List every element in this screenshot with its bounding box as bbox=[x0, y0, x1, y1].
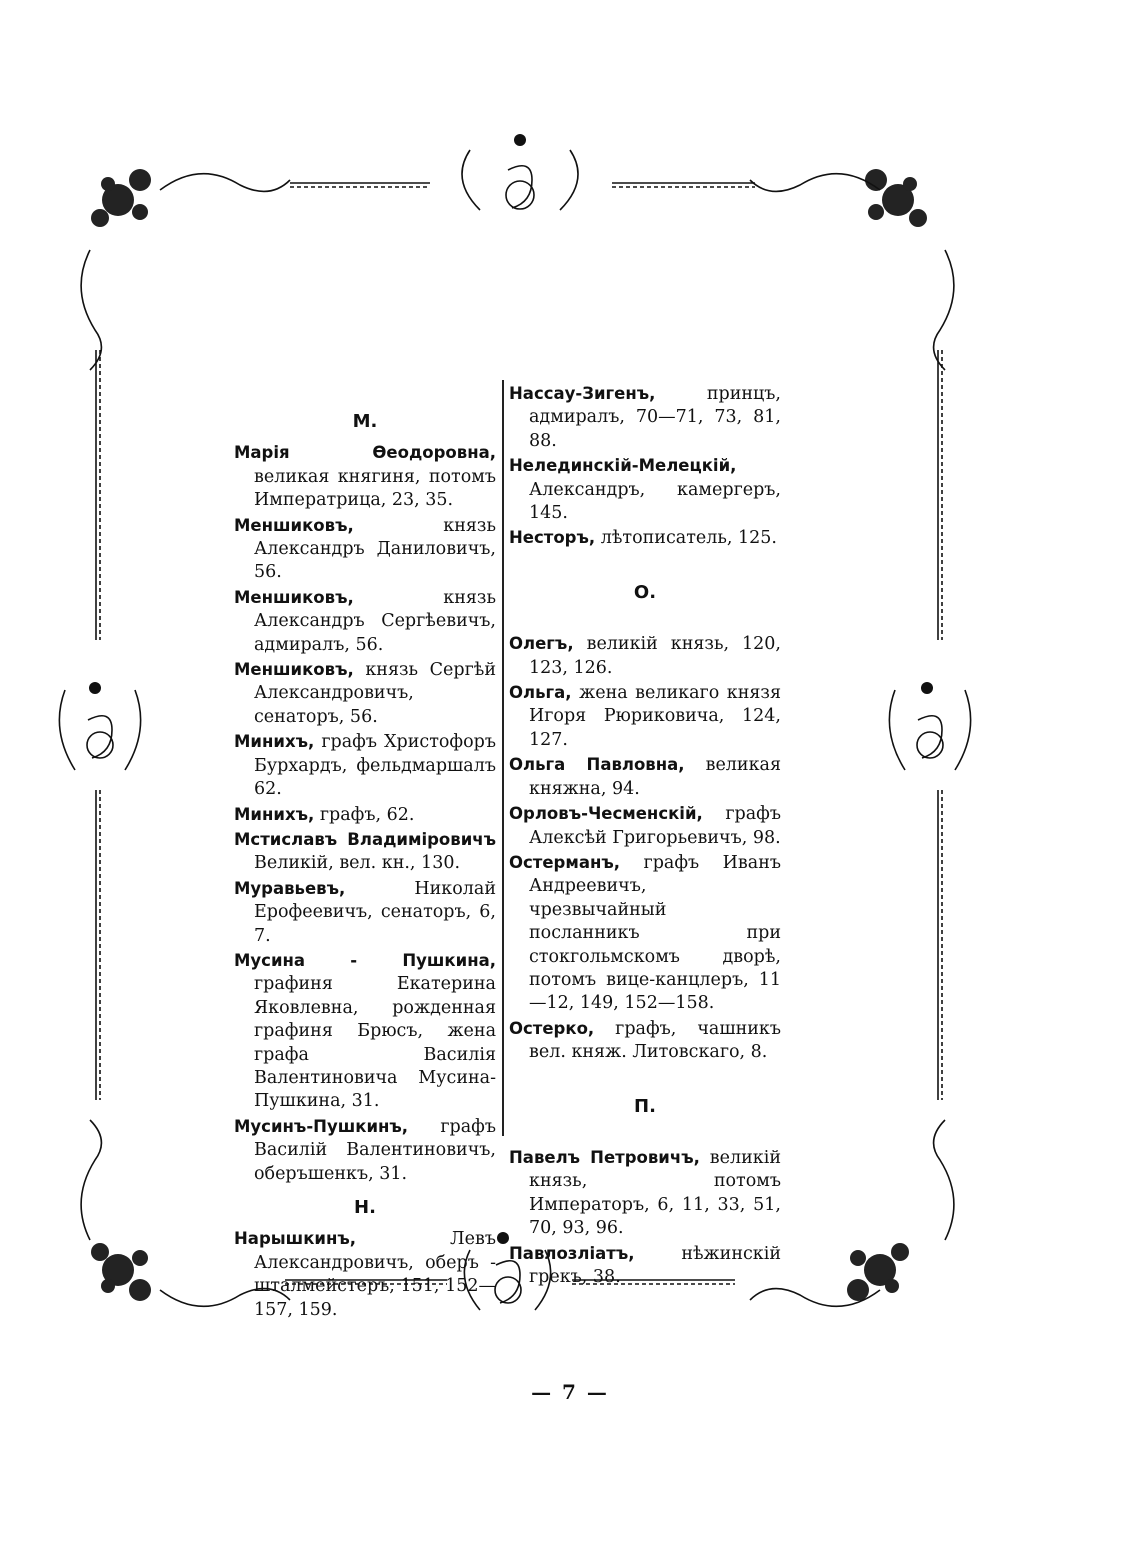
section-letter: П. bbox=[634, 1095, 656, 1117]
entry-details: Левъ Александровичъ, оберъ - шталмейстеръ, 151, 152—157, 159. bbox=[254, 1229, 496, 1320]
index-entry bbox=[234, 441, 496, 512]
entry-details: Александръ, камергеръ, 145. bbox=[529, 479, 781, 524]
entry-details: графъ Василій Валентиновичъ, оберъшенкъ, 31. bbox=[254, 1116, 496, 1184]
entry-details: графъ Алексѣй Григорьевичъ, 98. bbox=[529, 804, 781, 848]
index-entry bbox=[234, 1115, 496, 1186]
entry-name: Несторъ, bbox=[509, 528, 596, 548]
entry-name: Павелъ Петровичъ, bbox=[509, 1147, 700, 1167]
entry-details: великій князь, потомъ Императоръ, 6, 11, 33, 51, 70, 93, 96. bbox=[529, 1147, 781, 1239]
entry-details: великій князь, 120, 123, 126. bbox=[529, 634, 781, 678]
entry-details: князь Сергѣй Александровичъ, сенаторъ, 56. bbox=[254, 660, 496, 727]
index-entry bbox=[234, 658, 496, 729]
entry-details: графиня Екатерина Яковлевна, рожденная графиня Брюсъ, жена графа Василія Валентиновича Мусина-Пушкина, 31. bbox=[254, 974, 496, 1112]
section-letter: О. bbox=[633, 581, 657, 603]
entry-name: Меншиковъ, bbox=[234, 515, 354, 535]
index-entry bbox=[234, 586, 496, 657]
entry-name: Ольга Павловна, bbox=[509, 755, 685, 775]
section-letter: М. bbox=[352, 411, 378, 432]
entry-name: Меншиковъ, bbox=[234, 587, 354, 607]
entry-name: Мстиславъ Владиміровичъ bbox=[234, 829, 496, 849]
entry-details: великая княжна, 94. bbox=[529, 755, 781, 799]
entry-details: князь Александръ Даниловичъ, 56. bbox=[254, 515, 496, 583]
section-letter: Н. bbox=[354, 1197, 376, 1218]
entry-details: князь Александръ Сергѣевичъ, адмиралъ, 56. bbox=[254, 587, 496, 655]
entry-details: лѣтописатель, 125. bbox=[600, 528, 777, 549]
entry-details: графъ Христофоръ Бурхардъ, фельдмаршалъ 62. bbox=[254, 732, 496, 800]
entry-details: принцъ, адмиралъ, 70—71, 73, 81, 88. bbox=[529, 384, 781, 451]
entry-name: Мусинъ-Пушкинъ, bbox=[234, 1116, 409, 1136]
entry-name: Минихъ, bbox=[234, 804, 315, 824]
index-entry bbox=[234, 1227, 496, 1322]
index-entry bbox=[234, 877, 496, 948]
entry-name: Остерко, bbox=[509, 1018, 595, 1038]
entry-details: нѣжинскій грекъ, 38. bbox=[529, 1243, 781, 1287]
index-entry bbox=[234, 949, 496, 1114]
entry-details: графъ, чашникъ вел. княж. Литовскаго, 8. bbox=[529, 1018, 781, 1063]
index-entry bbox=[234, 828, 496, 876]
entry-name: Муравьевъ, bbox=[234, 878, 346, 898]
entry-name: Орловъ-Чесменскій, bbox=[509, 804, 703, 824]
index-entry bbox=[509, 454, 781, 525]
entry-name: Ольга, bbox=[509, 683, 572, 703]
entry-name: Олегъ, bbox=[509, 634, 574, 654]
index-entry bbox=[509, 526, 781, 550]
page-number: — 7 — bbox=[531, 1380, 609, 1404]
index-entry bbox=[509, 1242, 781, 1290]
index-entry bbox=[234, 514, 496, 585]
entry-name: Марія Ѳеодоровна, bbox=[234, 443, 496, 463]
index-column-right bbox=[509, 382, 781, 1290]
entry-name: Нассау-Зигенъ, bbox=[509, 384, 656, 403]
index-entry bbox=[509, 753, 781, 801]
entry-details: Великій, вел. кн., 130. bbox=[254, 853, 461, 874]
index-column-left bbox=[234, 382, 496, 1323]
index-entry bbox=[509, 851, 781, 1016]
entry-details: Николай Ерофеевичъ, сенаторъ, 6, 7. bbox=[254, 878, 496, 946]
entry-name: Меншиковъ, bbox=[234, 660, 354, 680]
index-entry bbox=[234, 730, 496, 801]
entry-name: Павлозліатъ, bbox=[509, 1243, 635, 1263]
index-entry bbox=[509, 802, 781, 850]
index-entry bbox=[509, 681, 781, 752]
entry-name: Нелединскій-Мелецкій, bbox=[509, 456, 737, 476]
entry-details: жена великаго князя Игоря Рюриковича, 124, 127. bbox=[529, 683, 781, 750]
entry-name: Остерманъ, bbox=[509, 852, 621, 872]
index-entry bbox=[509, 1146, 781, 1241]
index-entry bbox=[509, 1017, 781, 1065]
entry-details: великая княгиня, потомъ Императрица, 23, 35. bbox=[254, 466, 496, 511]
entry-name: Мусина - Пушкина, bbox=[234, 950, 496, 970]
index-entry bbox=[509, 632, 781, 680]
index-entry bbox=[509, 382, 781, 453]
entry-details: графъ Иванъ Андреевичъ, чрезвычайный посланникъ при стокгольмскомъ дворѣ, потомъ вице-канцлеръ, 11—12, 149, 152—158. bbox=[529, 852, 781, 1014]
column-divider bbox=[502, 380, 504, 1136]
entry-name: Минихъ, bbox=[234, 732, 315, 752]
entry-name: Нарышкинъ, bbox=[234, 1229, 357, 1249]
entry-details: графъ, 62. bbox=[319, 804, 415, 825]
index-entry bbox=[234, 803, 496, 827]
